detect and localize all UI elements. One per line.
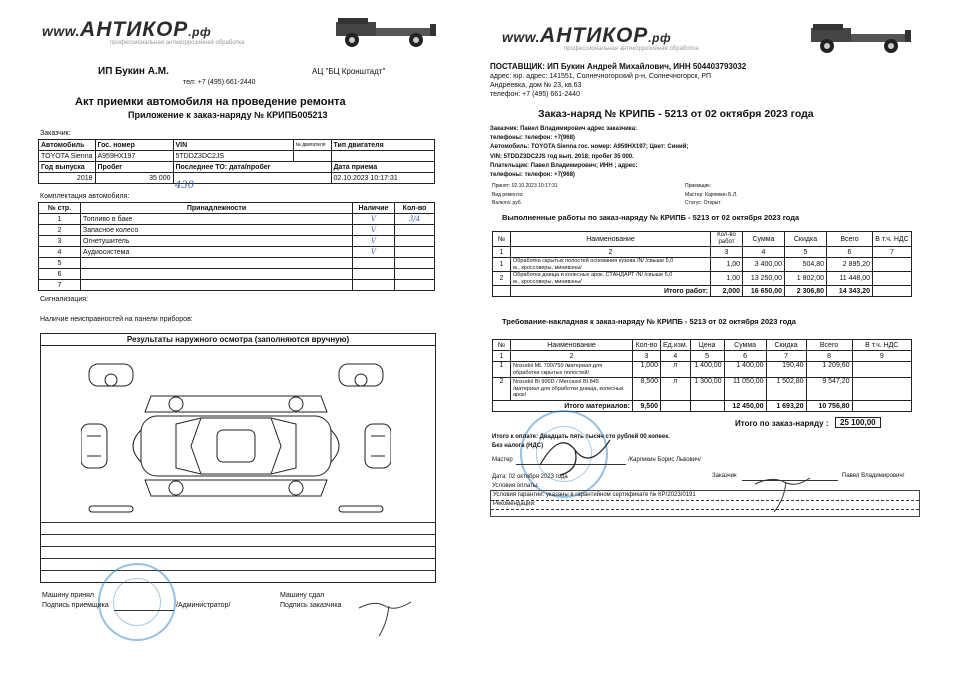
kit-row: 7 — [39, 280, 435, 291]
materials-row: 2 Noxudol BI 900D / Mercasol BI 845 /материал для обработки днища, колесных арок/ 8,500 л 1 300,00 11 050,00 1 502,80 9 547,20 — [493, 378, 912, 401]
kit-row: 2 Запасное колесо V — [39, 225, 435, 236]
supplier-address-2: Андреевка, дом № 23, кв.63 — [490, 82, 582, 89]
order-title: Заказ-наряд № КРИПБ - 5213 от 02 октября 2023 года — [538, 108, 814, 120]
vintage-car-icon — [330, 14, 445, 48]
works-table: № Наименование Кол-во работ Сумма Скидка Всего В т.ч. НДС 1 2 3 4 5 6 7 1 Обработка скрытых полостей основания кузова /N/ /свыше 5,0 м., кроссоверы, минивэны/ 1,00 3 400,00 504,80 2 895,20 2 Обработка днища и колесных арок. СТАНДАРТ /N/ /свыше 5,0 м., кроссоверы, минивэны/ 1,00 13 250,00 1 802,00 11 448,00 Итого работ: 2,000 16 650,00 2 306,80 14 343,20 — [492, 231, 912, 297]
works-row: 2 Обработка днища и колесных арок. СТАНДАРТ /N/ /свыше 5,0 м., кроссоверы, минивэны/ 1,00 13 250,00 1 802,00 11 448,00 — [493, 272, 912, 286]
order-date: Дата: 02 октября 2023 года — [492, 474, 568, 480]
materials-title: Требование-накладная к заказ-наряду № КРИПБ - 5213 от 02 октября 2023 года — [502, 317, 796, 326]
kit-row: 3 Огнетушитель V — [39, 236, 435, 247]
site-logo: www.АНТИКОР.рф — [42, 18, 212, 41]
payment-terms: Условия оплаты: — [492, 483, 539, 489]
work-order-page — [480, 0, 960, 675]
supplier-phone: телефон: +7 (495) 661-2440 — [490, 91, 580, 98]
logo-tagline: профессиональная антикоррозийная обработка — [564, 46, 699, 52]
acceptor-signature-label: Подпись приемщика — [42, 602, 109, 609]
works-title: Выполненные работы по заказ-наряду № КРИПБ - 5213 от 02 октября 2023 года — [502, 213, 800, 222]
order-meta-right: Приемщик: Мастер: Карпикин Б.Л. Статус: Открыт — [685, 183, 738, 206]
act-subtitle: Приложение к заказ-наряду № КРИПБ005213 — [128, 110, 328, 120]
mileage-handwritten: 430 — [175, 180, 195, 191]
customer-label: Заказчик: — [40, 130, 71, 137]
master-name: /Карпикин Борис Львович/ — [628, 457, 701, 463]
works-total-row: Итого работ: 2,000 16 650,00 2 306,80 14 343,20 — [493, 286, 912, 297]
materials-table: № Наименование Кол-во Ед.изм. Цена Сумма Скидка Всего В т.ч. НДС 1 2 3 4 5 6 7 8 9 1 Noxudol ML 700/750 /материал для обработки скрытых полостей/ 1,000 л 1 400,00 1 400,00 190,40 1 209,60 2 Noxudol BI 900D / Mercasol BI 845 /материал для обработки днища, колесных арок/ 8,500 л 1 300,00 11 050,00 1 502,80 9 547,20 Итого материалов: 9,500 12 450,00 1 693,20 10 756,80 — [492, 339, 912, 412]
kit-row: 6 — [39, 269, 435, 280]
customer-signature-label: Подпись заказчика — [280, 602, 342, 609]
service-center: АЦ "БЦ Кронштадт" — [312, 67, 386, 76]
order-info: Заказчик: Павел Владимирович адрес заказчика: телефоны: телефон: +7(968) Автомобиль: TOYOTA Sienna гос. номер: А959НХ197; Цвет: Синий; VIN: 5TDDZ3DC2JS год вып. 2018; пробег 35 000. Плательщик: Павел Владимирович; ИНН ; адрес: телефоны: телефон: +7(968) — [490, 126, 689, 179]
alarm-label: Сигнализация: — [40, 296, 89, 303]
acceptance-act-page — [0, 0, 470, 675]
car-accepted-label: Машину принял — [42, 592, 94, 599]
left-phone: тел: +7 (495) 661-2440 — [183, 79, 256, 86]
site-logo: www.АНТИКОР.рф — [502, 24, 672, 47]
no-vat-label: Без налога (НДС) — [492, 443, 544, 449]
materials-total-row: Итого материалов: 9,500 12 450,00 1 693,20 10 756,80 — [493, 401, 912, 412]
supplier: ПОСТАВЩИК: ИП Букин Андрей Михайлович, ИНН 504403793032 — [490, 62, 747, 71]
kit-row: 4 Аудиосистема V — [39, 247, 435, 258]
materials-row: 1 Noxudol ML 700/750 /материал для обработки скрытых полостей/ 1,000 л 1 400,00 1 400,00 190,40 1 209,60 — [493, 362, 912, 378]
amount-in-words: Итого к оплате: Двадцать пять тысяч сто рублей 00 копеек. — [492, 434, 670, 440]
inspection-box — [40, 333, 436, 583]
works-row: 1 Обработка скрытых полостей основания кузова /N/ /свыше 5,0 м., кроссоверы, минивэны/ 1,00 3 400,00 504,80 2 895,20 — [493, 258, 912, 272]
ip-name: ИП Букин А.М. — [98, 66, 169, 77]
customer-signature — [355, 596, 425, 638]
company-stamp — [98, 563, 176, 641]
kit-table: № стр. Принадлежности Наличие Кол-во 1 Топливо в баке V 3/4 2 Запасное колесо V 3 Огнетушитель V 4 Аудиосистема V 5 6 7 — [38, 202, 435, 291]
car-outline-diagram — [81, 356, 391, 516]
car-handed-label: Машину сдал — [280, 592, 325, 599]
master-signature — [530, 425, 620, 480]
act-title: Акт приемки автомобиля на проведение ремонта — [75, 96, 346, 108]
kit-row: 1 Топливо в баке V 3/4 — [39, 214, 435, 225]
customer-name: Павел Владимирович/ — [842, 473, 905, 479]
master-label: Мастер — [492, 457, 513, 463]
customer-label: Заказчик — [712, 473, 737, 479]
car-table: Автомобиль Гос. номер VIN № двигателя Тип двигателя TOYOTA Sienna А959НХ197 5TDDZ3DC2JS Год выпуска Пробег Последнее ТО: дата/пробег Дата приема 2018 35 000 02.10.2023 10:17:31 — [38, 139, 435, 184]
vintage-car-icon — [805, 20, 920, 54]
grand-total-label: Итого по заказ-наряду : — [735, 419, 829, 428]
dashboard-faults-label: Наличие неисправностей на панели приборов: — [40, 316, 193, 323]
administrator-label: /Администратор/ — [176, 602, 231, 609]
grand-total-value: 25 100,00 — [835, 417, 881, 428]
order-meta-left: Принят: 02.10.2023 10:17:31 Вид ремонта: Валюта: руб. — [492, 183, 558, 206]
warranty-box: Условия гарантии: указаны в гарантийном сертификате № КР/2023/0191 Рекомендации: — [490, 490, 920, 517]
inspection-title: Результаты наружного осмотра (заполняются вручную) — [41, 334, 435, 346]
kit-row: 5 — [39, 258, 435, 269]
supplier-address-1: адрес: юр. адрес: 141551, Солнечногорский р-н, Солнечногорск, РП — [490, 73, 712, 80]
logo-tagline: профессиональная антикоррозийная обработка — [110, 40, 245, 46]
kit-label: Комплектация автомобиля: — [40, 193, 130, 200]
